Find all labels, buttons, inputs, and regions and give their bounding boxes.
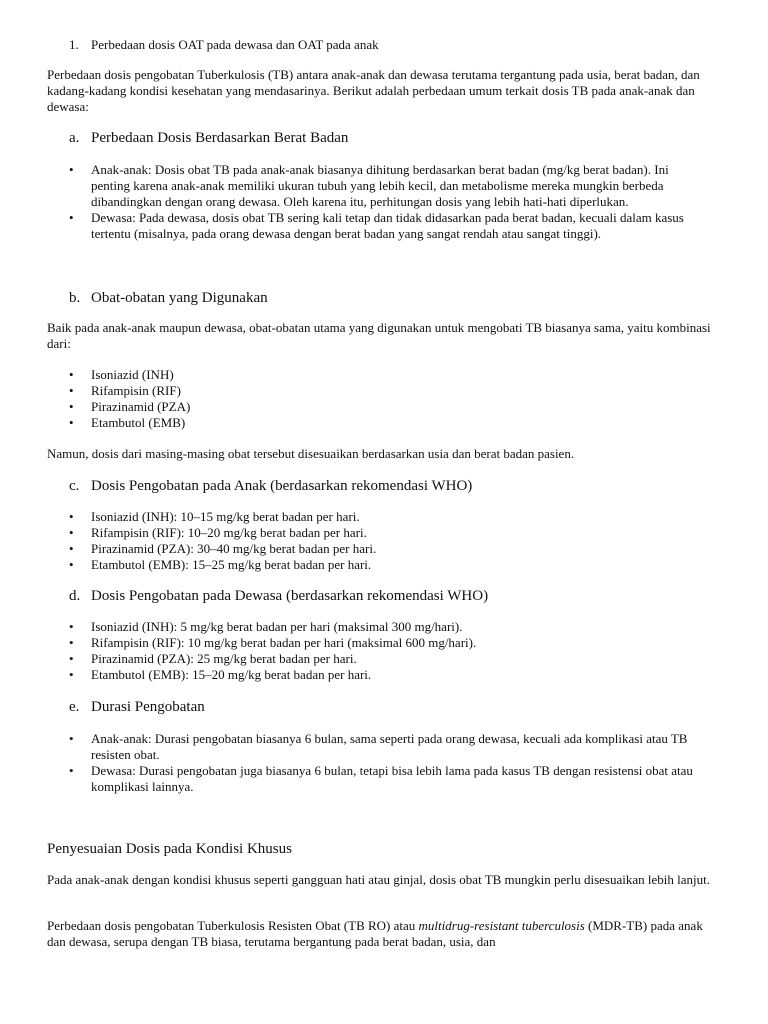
list-item: • Etambutol (EMB): 15–20 mg/kg berat badan per hari. [69,667,709,683]
section-b-intro: Baik pada anak-anak maupun dewasa, obat-obatan utama yang digunakan untuk mengobati TB biasanya sama, yaitu kombinasi dari: [47,320,711,351]
list-item: • Dewasa: Durasi pengobatan juga biasanya 6 bulan, tetapi bisa lebih lama pada kasus TB dengan resistensi obat atau komplikasi lainnya. [69,763,709,795]
list-item: • Etambutol (EMB): 15–25 mg/kg berat badan per hari. [69,557,709,573]
italic-term: multidrug-resistant tuberculosis [418,918,585,933]
section-marker: e. [69,699,80,715]
special-paragraph-1: Pada anak-anak dengan kondisi khusus seperti gangguan hati atau ginjal, dosis obat TB mungkin perlu disesuaikan lebih lanjut. [47,872,710,887]
numbered-item-1 [69,37,379,53]
list-item: • Isoniazid (INH): 5 mg/kg berat badan per hari (maksimal 300 mg/hari). [69,619,709,635]
section-marker: a. [69,130,80,146]
numbered-item-text: Perbedaan dosis OAT pada dewasa dan OAT pada anak [91,37,379,52]
section-b-note: Namun, dosis dari masing-masing obat tersebut disesuaikan berdasarkan usia dan berat badan pasien. [47,446,575,461]
list-item: • Anak-anak: Dosis obat TB pada anak-anak biasanya dihitung berdasarkan berat badan (mg/kg berat badan). Ini penting karena anak-anak memiliki ukuran tubuh yang lebih kecil, dan metabolisme mereka mungkin berbeda dibandingkan dengan orang dewasa. Oleh karena itu, perhitungan dosis yang lebih hati-hati diperlukan. [69,162,709,210]
list-number: 1. [69,37,79,52]
paragraph-text: (MDR-TB) pada anak dan dewasa, serupa dengan TB biasa, terutama bergantung pada berat badan, usia, dan [47,918,703,949]
section-e-list [69,731,709,795]
list-item: • Rifampisin (RIF) [69,383,709,399]
section-e-heading [69,698,205,716]
section-c-list [69,509,709,573]
section-title: Durasi Pengobatan [91,699,205,715]
list-item: • Isoniazid (INH) [69,367,709,383]
intro-paragraph: Perbedaan dosis pengobatan Tuberkulosis (TB) antara anak-anak dan dewasa terutama tergantung pada usia, berat badan, dan kadang-kadang kondisi kesehatan yang mendasarinya. Berikut adalah perbedaan umum terkait dosis TB pada anak-anak dan dewasa: [47,67,700,114]
section-marker: d. [69,588,81,604]
list-item: • Rifampisin (RIF): 10–20 mg/kg berat badan per hari. [69,525,709,541]
list-item: • Pirazinamid (PZA) [69,399,709,415]
list-item: • Etambutol (EMB) [69,415,709,431]
section-a-list [69,162,709,242]
section-marker: c. [69,478,80,494]
section-c-heading [69,477,472,495]
section-title: Dosis Pengobatan pada Dewasa (berdasarkan rekomendasi WHO) [91,588,489,604]
list-item: • Anak-anak: Durasi pengobatan biasanya 6 bulan, sama seperti pada orang dewasa, kecuali ada komplikasi atau TB resisten obat. [69,731,709,763]
section-d-list [69,619,709,683]
list-item: • Dewasa: Pada dewasa, dosis obat TB sering kali tetap dan tidak didasarkan pada berat badan, kecuali dalam kasus tertentu (misalnya, pada orang dewasa dengan berat badan yang sangat rendah atau sangat tinggi). [69,210,709,242]
list-item: • Pirazinamid (PZA): 30–40 mg/kg berat badan per hari. [69,541,709,557]
section-title: Perbedaan Dosis Berdasarkan Berat Badan [91,130,349,146]
section-marker: b. [69,290,81,306]
paragraph-text: Perbedaan dosis pengobatan Tuberkulosis Resisten Obat (TB RO) atau [47,918,419,933]
special-conditions-heading: Penyesuaian Dosis pada Kondisi Khusus [47,841,292,857]
section-b-list [69,367,709,431]
list-item: • Pirazinamid (PZA): 25 mg/kg berat badan per hari. [69,651,709,667]
special-paragraph-2 [47,918,717,950]
list-item: • Rifampisin (RIF): 10 mg/kg berat badan per hari (maksimal 600 mg/hari). [69,635,709,651]
section-d-heading [69,587,488,605]
section-title: Dosis Pengobatan pada Anak (berdasarkan rekomendasi WHO) [91,478,473,494]
section-a-heading [69,129,348,147]
section-title: Obat-obatan yang Digunakan [91,290,268,306]
section-b-heading [69,289,268,307]
list-item: • Isoniazid (INH): 10–15 mg/kg berat badan per hari. [69,509,709,525]
